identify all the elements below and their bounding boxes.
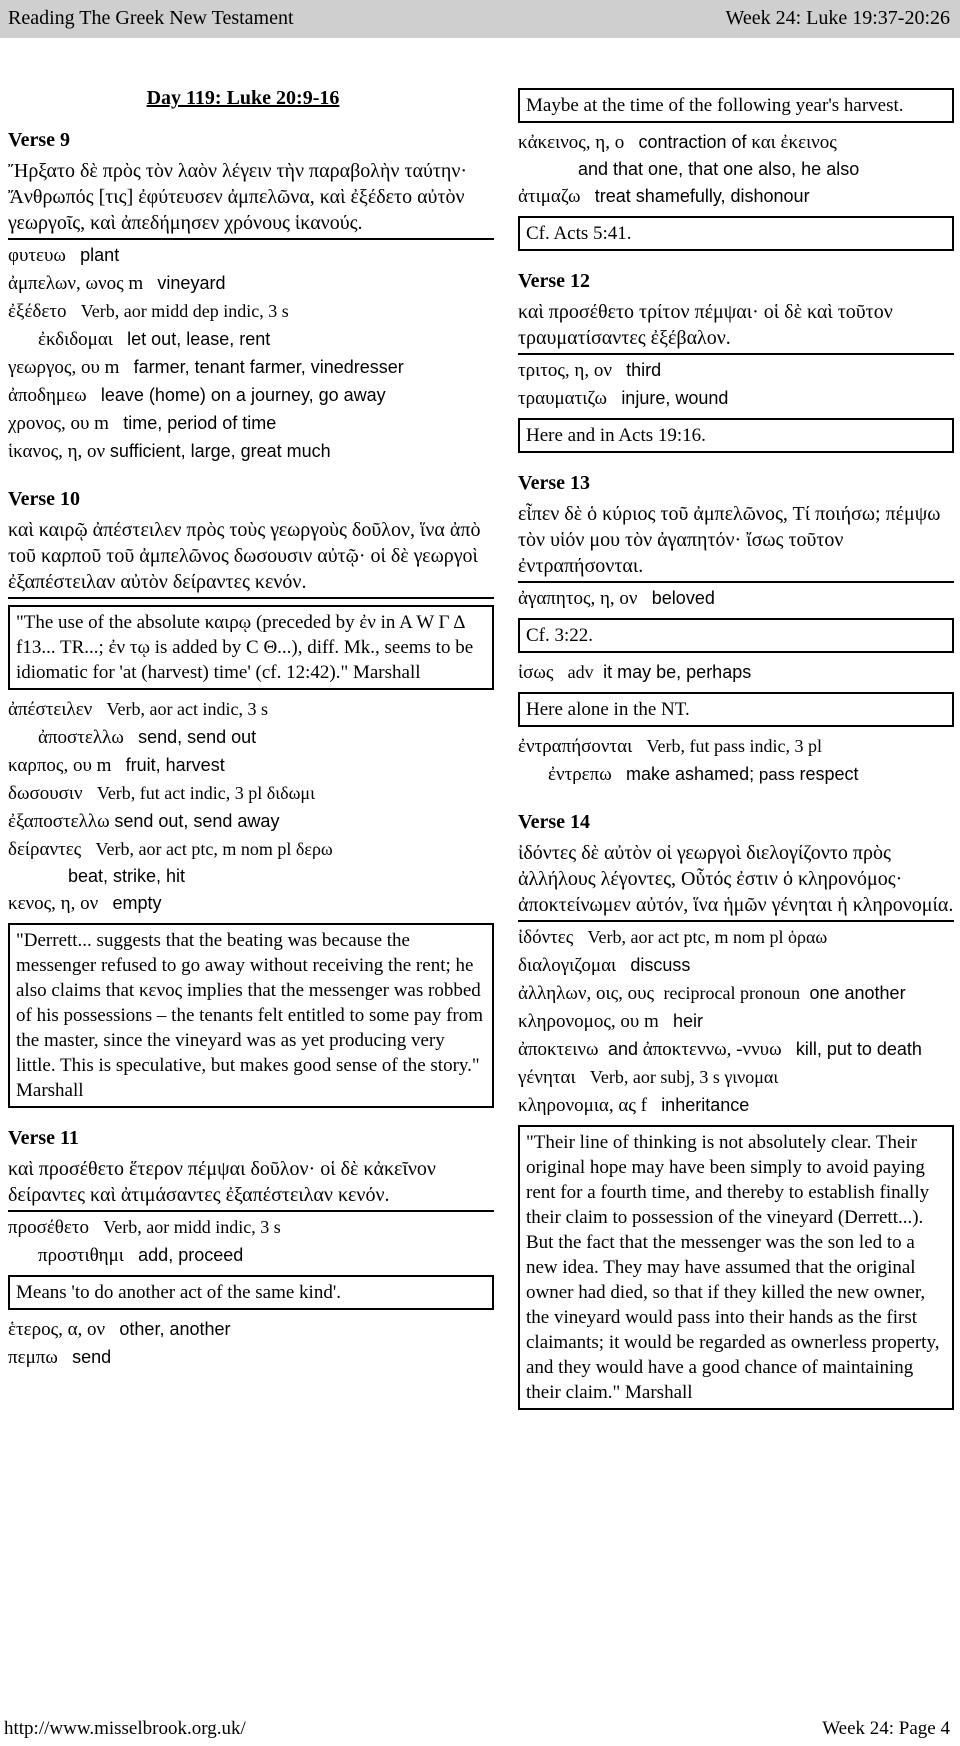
gloss: vineyard (157, 273, 226, 293)
gloss: inheritance (661, 1095, 750, 1115)
headword: ἀμπελων, ωνος m (8, 273, 144, 294)
gloss: and that one, that one also, he also (578, 159, 860, 179)
gloss: kill, put to death (795, 1039, 922, 1059)
headword: ἑτερος, α, ον (8, 1319, 106, 1340)
gloss: beat, strike, hit (68, 866, 186, 886)
vocab-entry (8, 242, 494, 269)
greek-text: Ἤρξατο δὲ πρὸς τὸν λαὸν λέγειν τὴν παραβολὴν ταύτην· Ἄνθρωπός [τις] ἐφύτευσεν ἀμπελῶνα, καὶ ἐξέδετο αὐτὸν γεωργοῖς, καὶ ἀπεδήμησεν χρόνους ἱκανούς. (8, 158, 494, 240)
grammar: adv (567, 662, 594, 682)
commentary-note: "The use of the absolute καιρῳ (preceded by ἐν in A W Γ Δ f13... TR...; ἐν τῳ is added by C Θ...), diff. Mk., seems to be idiomatic for 'at (harvest) time' (cf. 12:42)." Marshall (8, 605, 494, 690)
verse-heading: Verse 13 (518, 472, 591, 494)
vocab-entry (518, 761, 954, 788)
headword: ἰσως (518, 662, 554, 683)
verse-heading: Verse 14 (518, 811, 591, 833)
footer-url[interactable]: http://www.misselbrook.org.uk/ (4, 1718, 246, 1739)
gloss: and (607, 1039, 638, 1059)
vocab-entry (8, 780, 494, 807)
greek-text: εἶπεν δὲ ὁ κύριος τοῦ ἀμπελῶνος, Τί ποιήσω; πέμψω τὸν υἱόν μου τὸν ἀγαπητόν· ἴσως τοῦτον ἐντραπήσονται. (518, 501, 954, 583)
right-column (518, 88, 954, 1416)
gloss: plant (80, 245, 120, 265)
gloss: send out, send away (114, 811, 280, 831)
headword: διαλογιζομαι (518, 955, 617, 976)
vocab-entry (518, 924, 954, 951)
vocab-entry (8, 298, 494, 325)
grammar: Verb, fut act indic, 3 pl διδωμι (96, 783, 315, 803)
grammar: Verb, aor act indic, 3 s (106, 699, 268, 719)
gloss: time, period of time (123, 413, 277, 433)
gloss: third (626, 360, 662, 380)
headword: ἀποστελλω (38, 727, 124, 748)
commentary-note: Here and in Acts 19:16. (518, 418, 954, 453)
vocab-entry (518, 952, 954, 979)
commentary-note: Means 'to do another act of the same kind'. (8, 1275, 494, 1310)
headword: δείραντες (8, 839, 82, 860)
gloss: empty (112, 893, 162, 913)
vocab-entry (8, 438, 494, 465)
gloss: fruit, harvest (125, 755, 225, 775)
gloss: sufficient, large, great much (109, 441, 331, 461)
header-title: Reading The Greek New Testament (8, 7, 294, 29)
commentary-note: Maybe at the time of the following year's harvest. (518, 88, 954, 123)
grammar: Verb, fut pass indic, 3 pl (646, 736, 822, 756)
grammar: Verb, aor act ptc, m nom pl ὁραω (587, 927, 828, 947)
vocab-entry (8, 1242, 494, 1269)
header-week: Week 24: Luke 19:37-20:26 (725, 7, 950, 29)
vocab-entry (518, 1064, 954, 1091)
headword: ἀτιμαζω (518, 186, 581, 207)
headword: και ἐκεινος (751, 132, 837, 153)
vocab-entry (518, 385, 954, 412)
verse-heading: Verse 11 (8, 1127, 79, 1149)
headword: ἐντραπήσονται (518, 736, 633, 757)
headword: ἀποδημεω (8, 385, 87, 406)
vocab-entry (518, 183, 954, 210)
vocab-entry (8, 1344, 494, 1371)
headword: ἐκδιδομαι (38, 329, 113, 350)
headword: φυτευω (8, 245, 66, 266)
headword: πεμπω (8, 1347, 58, 1368)
gloss: respect (799, 764, 859, 784)
headword: γένηται (518, 1067, 576, 1088)
headword: ἀποκτεννω, -ννυω (642, 1039, 782, 1060)
grammar: Verb, aor midd dep indic, 3 s (80, 301, 289, 321)
commentary-note: Cf. Acts 5:41. (518, 216, 954, 251)
headword: ἐξαποστελλω (8, 811, 110, 832)
gloss: add, proceed (138, 1245, 244, 1265)
headword: καρπος, ου m (8, 755, 112, 776)
vocab-entry (8, 410, 494, 437)
vocab-entry (518, 733, 954, 760)
vocab-entry (8, 808, 494, 835)
commentary-note: "Derrett... suggests that the beating was because the messenger refused to go away without receiving the rent; he also claims that κενος implies that the messenger was robbed of his possessions – the tenants felt entitled to some pay from the master, since the vineyard was as yet producing very little. This is speculative, but makes good sense of the story." Marshall (8, 923, 494, 1108)
gloss: one another (809, 983, 906, 1003)
headword: ἀλληλων, οις, ους (518, 983, 655, 1004)
greek-text: καὶ προσέθετο ἕτερον πέμψαι δοῦλον· οἱ δὲ κἀκεῖνον δείραντες καὶ ἀτιμάσαντες ἐξαπέστειλαν κενόν. (8, 1156, 494, 1212)
vocab-entry (8, 696, 494, 723)
page-footer (0, 1716, 960, 1746)
headword: κἀκεινος, η, ο (518, 132, 625, 153)
headword: ἀποκτεινω (518, 1039, 599, 1060)
gloss: heir (673, 1011, 704, 1031)
commentary-note: "Their line of thinking is not absolutely clear. Their original hope may have been simply to avoid paying rent for a fourth time, and thereby to establish finally their claim to possession of the vineyard (Derrett...). But the fact that the messenger was the son led to a new idea. They may have assumed that the original owner had died, so that if they killed the new owner, the vineyard would pass into their hands as the first claimants; it would be regarded as ownerless property, and they would have a good chance of maintaining their claim." Marshall (518, 1125, 954, 1410)
gloss: injure, wound (621, 388, 729, 408)
gloss: other, another (119, 1319, 231, 1339)
headword: τριτος, η, ον (518, 360, 612, 381)
vocab-entry (518, 1008, 954, 1035)
vocab-entry (8, 724, 494, 751)
headword: προσέθετο (8, 1217, 90, 1238)
vocab-entry (8, 354, 494, 381)
vocab-entry (518, 1092, 954, 1119)
left-column (8, 86, 494, 1372)
gloss: send (72, 1347, 112, 1367)
verse-heading: Verse 12 (518, 270, 591, 292)
headword: τραυματιζω (518, 388, 608, 409)
grammar: Verb, aor midd indic, 3 s (103, 1217, 281, 1237)
verse-heading: Verse 9 (8, 129, 71, 151)
vocab-entry (8, 1214, 494, 1241)
headword: κληρονομος, ου m (518, 1011, 659, 1032)
grammar: Verb, aor act ptc, m nom pl δερω (95, 839, 333, 859)
vocab-entry (8, 890, 494, 917)
vocab-entry (8, 270, 494, 297)
gloss: beloved (651, 588, 715, 608)
vocab-entry (8, 326, 494, 353)
headword: κληρονομια, ας f (518, 1095, 647, 1116)
gloss: send, send out (138, 727, 257, 747)
vocab-entry (518, 659, 954, 686)
headword: γεωργος, ου m (8, 357, 120, 378)
gloss: let out, lease, rent (127, 329, 271, 349)
commentary-note: Here alone in the NT. (518, 692, 954, 727)
headword: κενος, η, ον (8, 893, 99, 914)
gloss: it may be, perhaps (603, 662, 752, 682)
headword: χρονος, ου m (8, 413, 109, 434)
grammar: pass (758, 765, 795, 784)
gloss: discuss (630, 955, 691, 975)
day-title: Day 119: Luke 20:9-16 (146, 87, 340, 109)
grammar: Verb, aor subj, 3 s γινομαι (589, 1067, 779, 1087)
gloss: make ashamed; (626, 764, 755, 784)
headword: ἀγαπητος, η, ον (518, 588, 638, 609)
grammar: reciprocal pronoun (663, 983, 800, 1003)
gloss: farmer, tenant farmer, vinedresser (133, 357, 404, 377)
vocab-entry (518, 129, 954, 182)
headword: προστιθημι (38, 1245, 124, 1266)
vocab-entry (518, 1036, 954, 1063)
commentary-note: Cf. 3:22. (518, 618, 954, 653)
vocab-entry (8, 382, 494, 409)
verse-heading: Verse 10 (8, 488, 81, 510)
vocab-entry (518, 980, 954, 1007)
vocab-entry (518, 357, 954, 384)
greek-text: ἰδόντες δὲ αὐτὸν οἱ γεωργοὶ διελογίζοντο πρὸς ἀλλήλους λέγοντες, Οὗτός ἐστιν ὁ κληρονόμος· ἀποκτείνωμεν αὐτόν, ἵνα ἡμῶν γένηται ἡ κληρονομία. (518, 840, 954, 922)
greek-text: καὶ προσέθετο τρίτον πέμψαι· οἱ δὲ καὶ τοῦτον τραυματίσαντες ἐξέβαλον. (518, 299, 954, 355)
greek-text: καὶ καιρῷ ἀπέστειλεν πρὸς τοὺς γεωργοὺς δοῦλον, ἵνα ἀπὸ τοῦ καρποῦ τοῦ ἀμπελῶνος δωσουσιν αὐτῷ· οἱ δὲ γεωργοὶ ἐξαπέστειλαν αὐτὸν δείραντες κενόν. (8, 517, 494, 599)
headword: ἰδόντες (518, 927, 574, 948)
headword: δωσουσιν (8, 783, 83, 804)
vocab-entry (8, 1316, 494, 1343)
headword: ἀπέστειλεν (8, 699, 93, 720)
vocab-entry (518, 585, 954, 612)
footer-page: Week 24: Page 4 (822, 1718, 950, 1739)
gloss: contraction of (638, 132, 747, 152)
headword: ἐντρεπω (548, 764, 612, 785)
vocab-entry (8, 836, 494, 889)
gloss: treat shamefully, dishonour (594, 186, 810, 206)
headword: ἱκανος, η, ον (8, 441, 106, 462)
vocab-entry (8, 752, 494, 779)
headword: ἐξέδετο (8, 301, 67, 322)
gloss: leave (home) on a journey, go away (100, 385, 386, 405)
page-header (0, 0, 960, 38)
